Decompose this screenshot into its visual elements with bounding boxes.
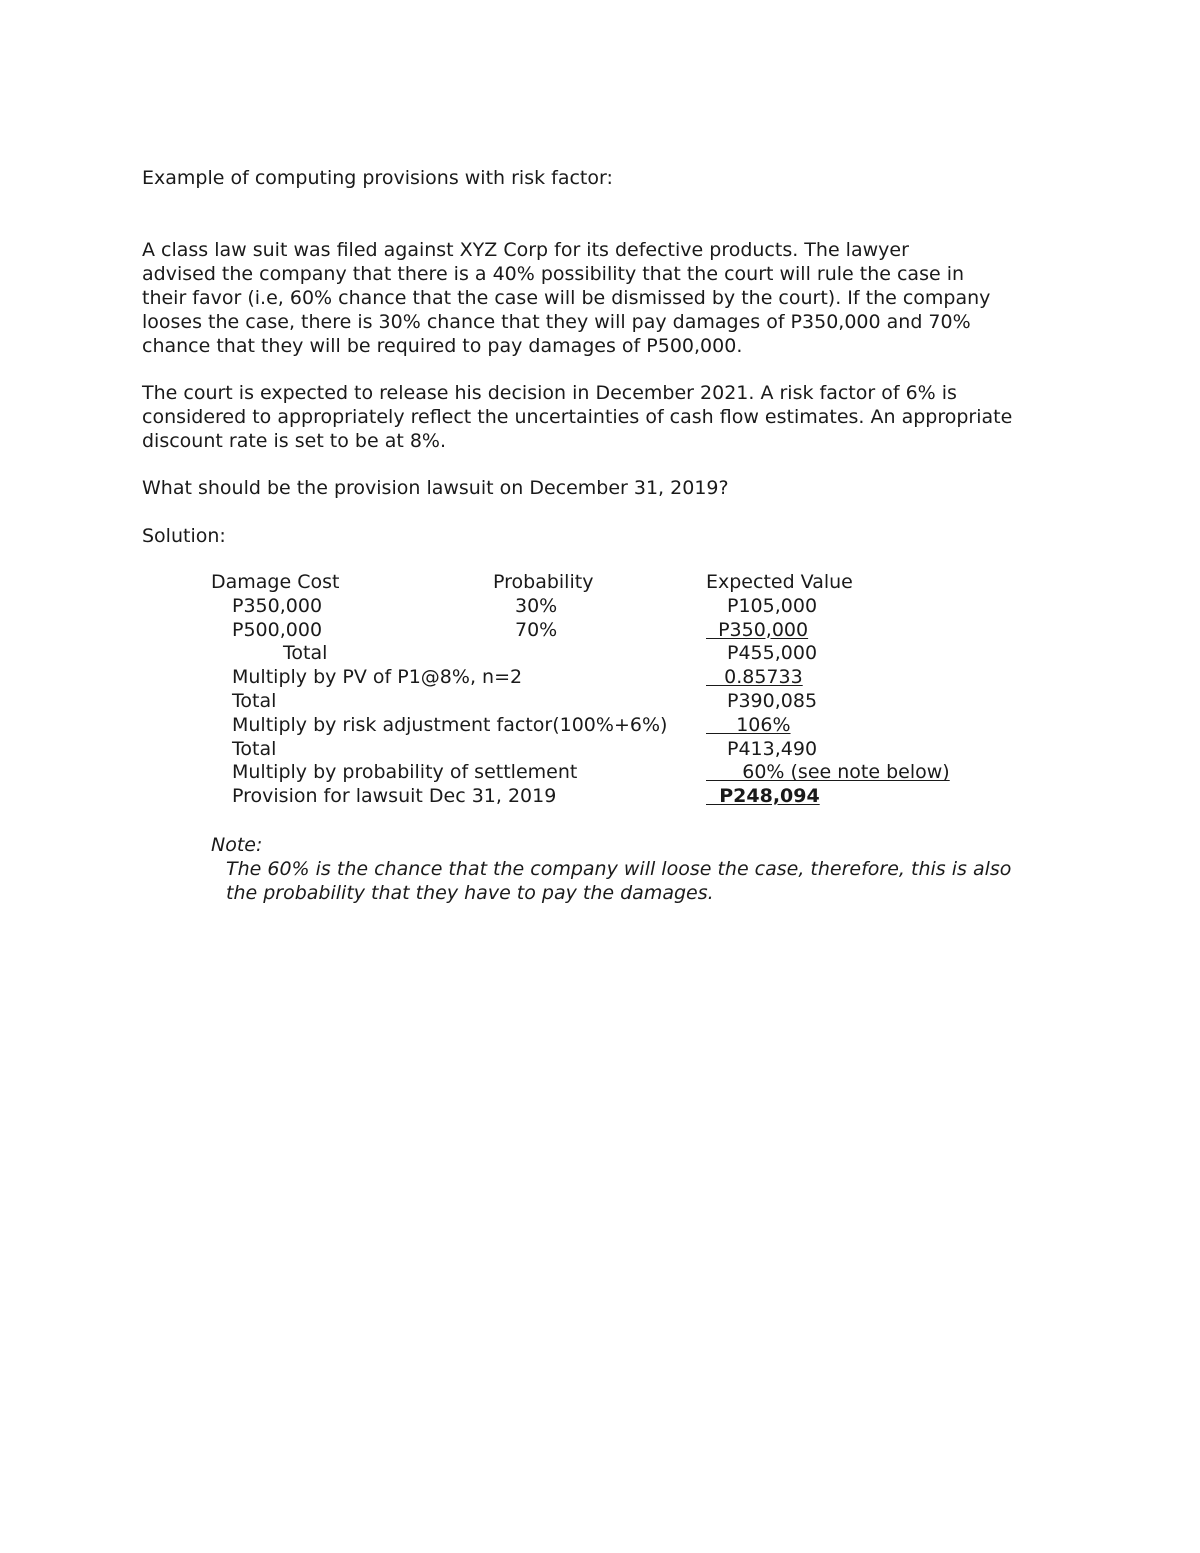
table-row xyxy=(0,642,1200,666)
pv-factor-label: Multiply by PV of P1@8%, n=2 xyxy=(232,666,523,689)
table-row xyxy=(0,714,1200,738)
table-row xyxy=(0,738,1200,762)
total-label: Total xyxy=(283,642,328,665)
table-header-row xyxy=(0,571,1200,595)
settlement-probability-label: Multiply by probability of settlement xyxy=(232,761,578,784)
total-value: P413,490 xyxy=(727,737,818,760)
pv-factor-value: 0.85733 xyxy=(706,666,803,689)
paragraph-line: their favor (i.e, 60% chance that the case will be dismissed by the court). If the company xyxy=(142,287,991,309)
paragraph-line: chance that they will be required to pay damages of P500,000. xyxy=(142,335,743,357)
probability-value: 70% xyxy=(515,618,558,641)
expected-value: P350,000 xyxy=(706,618,809,641)
paragraph-line: looses the case, there is 30% chance that they will pay damages of P350,000 and 70% xyxy=(142,311,971,333)
note-line: the probability that they have to pay the damages. xyxy=(226,882,714,904)
computation-table xyxy=(0,571,1200,809)
question-text xyxy=(142,476,1072,500)
header-expected-value: Expected Value xyxy=(706,571,853,593)
table-row xyxy=(0,761,1200,785)
note-body xyxy=(226,857,1086,905)
document-heading: Example of computing provisions with risk factor: xyxy=(142,167,613,189)
solution-label xyxy=(142,524,1072,548)
probability-value: 30% xyxy=(515,594,558,617)
paragraph-line: discount rate is set to be at 8%. xyxy=(142,430,447,452)
paragraph-line: A class law suit was filed against XYZ Corp for its defective products. The lawyer xyxy=(142,239,909,261)
question-line: What should be the provision lawsuit on December 31, 2019? xyxy=(142,477,729,499)
paragraph-line: The court is expected to release his decision in December 2021. A risk factor of 6% is xyxy=(142,382,957,404)
settlement-probability-value: 60% (see note below) xyxy=(706,761,950,784)
total-label: Total xyxy=(232,737,277,760)
damage-amount: P500,000 xyxy=(232,618,323,641)
provision-label: Provision for lawsuit Dec 31, 2019 xyxy=(232,785,557,808)
expected-value: P105,000 xyxy=(727,594,818,617)
total-value: P390,085 xyxy=(727,689,818,712)
total-value: P455,000 xyxy=(727,642,818,665)
table-row xyxy=(0,619,1200,643)
solution-label-text: Solution: xyxy=(142,525,226,547)
paragraph-line: advised the company that there is a 40% possibility that the court will rule the case in xyxy=(142,263,965,285)
note-line: The 60% is the chance that the company will loose the case, therefore, this is also xyxy=(226,858,1012,880)
header-damage-cost: Damage Cost xyxy=(211,571,340,593)
provision-value: P248,094 xyxy=(706,785,820,808)
paragraph-line: considered to appropriately reflect the uncertainties of cash flow estimates. An appropriate xyxy=(142,406,1013,428)
table-row xyxy=(0,690,1200,714)
note-label: Note: xyxy=(211,834,263,856)
table-row xyxy=(0,785,1200,809)
risk-factor-label: Multiply by risk adjustment factor(100%+6%) xyxy=(232,713,668,736)
header-probability: Probability xyxy=(493,571,594,593)
problem-paragraph xyxy=(142,238,1072,358)
assumptions-paragraph xyxy=(142,381,1072,453)
table-row xyxy=(0,666,1200,690)
risk-factor-value: 106% xyxy=(706,713,791,736)
damage-amount: P350,000 xyxy=(232,594,323,617)
total-label: Total xyxy=(232,689,277,712)
table-row xyxy=(0,595,1200,619)
